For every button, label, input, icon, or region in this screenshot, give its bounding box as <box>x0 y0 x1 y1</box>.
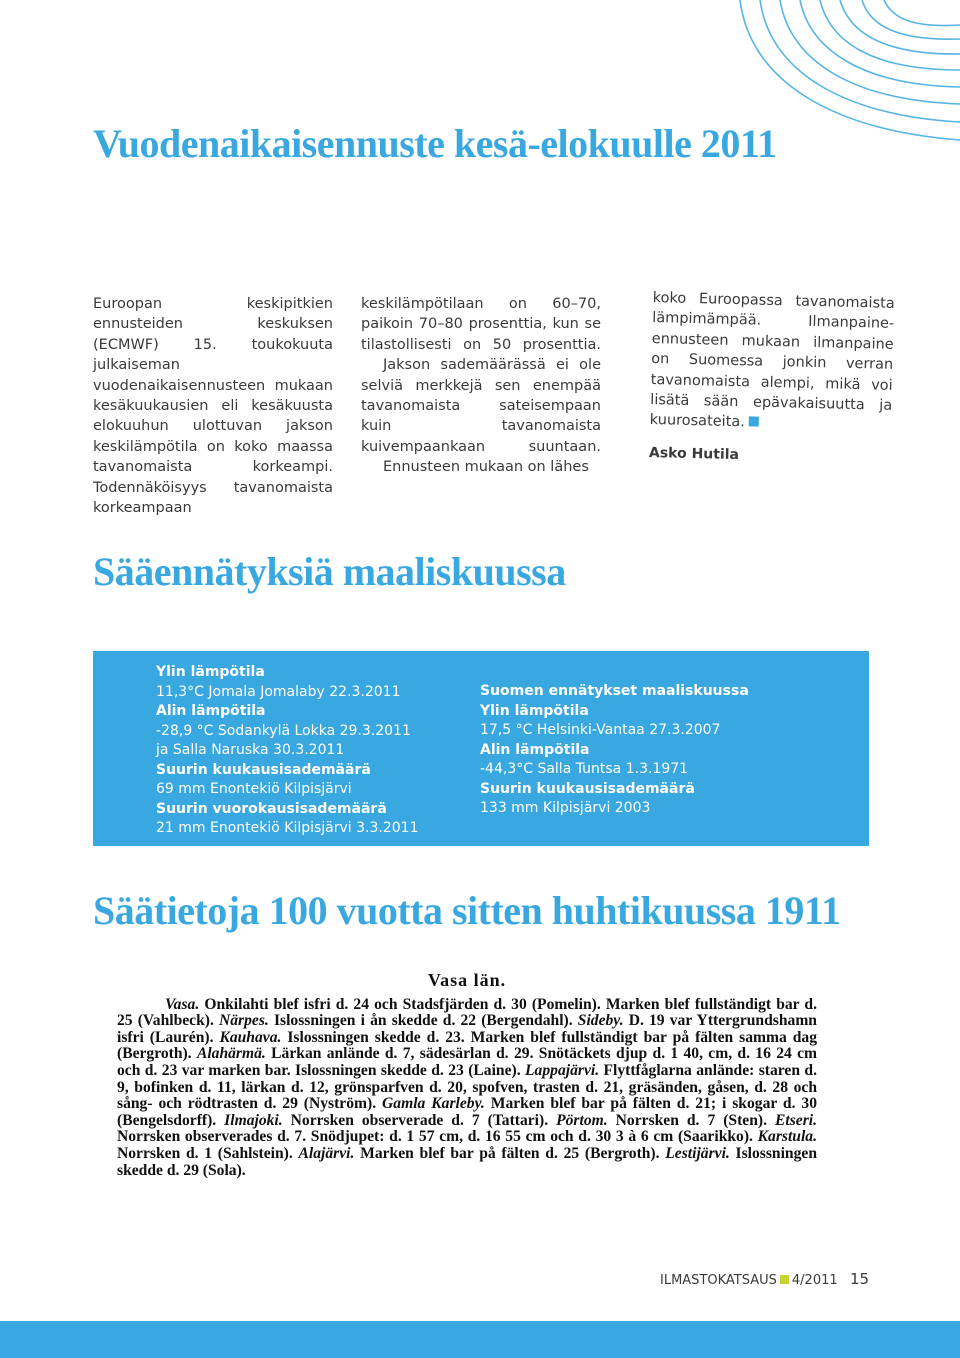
place-name: Lappajärvi. <box>525 1061 600 1079</box>
article-column-1 <box>93 294 333 518</box>
heading-seasonal-forecast: Vuodenaikaisennuste kesä-elokuulle 2011 <box>93 121 777 166</box>
records-box <box>93 651 869 846</box>
place-name: Ilmajoki. <box>224 1111 283 1129</box>
report-text: Norrsken d. 1 (Sahlstein). <box>117 1144 299 1162</box>
record-value: 133 mm Kilpisjärvi 2003 <box>480 800 651 816</box>
historical-report-scan <box>117 972 817 1179</box>
report-text: D. 19 var Yttergrundshamn isfri (Laurén). <box>117 1012 817 1046</box>
place-name: Lestijärvi. <box>665 1144 730 1162</box>
record-label: Alin lämpötila <box>156 703 266 719</box>
record-label: Suurin vuorokausisademäärä <box>156 800 387 817</box>
heading-history-1911: Säätietoja 100 vuotta sitten huhtikuussa 1911 <box>93 888 841 933</box>
record-value: -28,9 °C Sodankylä Lokka 29.3.2011 <box>156 722 411 739</box>
record-value: -44,3°C Salla Tuntsa 1.3.1971 <box>480 761 689 777</box>
record-value: 11,3°C Jomala Jomalaby 22.3.2011 <box>156 683 401 700</box>
record-label: Ylin lämpötila <box>480 702 589 719</box>
place-name: Vasa. <box>165 995 200 1013</box>
records-right-title: Suomen ennätykset maaliskuussa <box>480 683 749 699</box>
report-text: Norrsken observerades d. 7. Snödjupet: d. 1 57 cm, d. 16 55 cm och d. 30 3 à 6 cm (Saarikko). <box>117 1128 758 1146</box>
records-finland-march <box>480 682 749 819</box>
report-text: Marken blef bar på fälten d. 21; i skogar d. 30 (Bengelsdorff). <box>117 1095 817 1129</box>
scan-paragraph <box>117 997 817 1180</box>
record-label: Ylin lämpötila <box>156 664 265 680</box>
record-value: 17,5 °C Helsinki-Vantaa 27.3.2007 <box>480 722 721 738</box>
place-name: Alajärvi. <box>298 1144 355 1162</box>
record-label: Suurin kuukausisademäärä <box>480 780 695 797</box>
report-text: Lärkan anlände d. 7, sädesärlan d. 29. Snötäckets djup d. 1 40, cm, d. 16 24 cm och d. 23 var marken bar. Islossningen skedde d. 23 (Laine). <box>117 1045 817 1079</box>
record-value: ja Salla Naruska 30.3.2011 <box>156 742 345 758</box>
bottom-color-bar <box>0 1321 960 1358</box>
article-author: Asko Hutila <box>648 444 740 463</box>
record-label: Suurin kuukausisademäärä <box>156 761 371 778</box>
report-text: Onkilahti blef isfri d. 24 och Stadsfjärden d. 30 (Pomelin). Marken blef fullständigt bar d. 25 (Vahlbeck). <box>117 995 817 1030</box>
report-text: Norrsken observerade d. 7 (Tattari). <box>282 1111 557 1129</box>
place-name: Sideby. <box>577 1012 624 1030</box>
page-number: 15 <box>850 1270 870 1288</box>
records-march-2011 <box>156 663 419 839</box>
place-name: Pörtom. <box>556 1111 608 1129</box>
footer-square-icon <box>780 1275 789 1284</box>
article-column-2 <box>361 294 601 478</box>
report-text: Marken blef bar på fälten d. 25 (Bergroth). <box>354 1144 666 1162</box>
place-name: Närpes. <box>219 1012 269 1030</box>
place-name: Etseri. <box>774 1111 818 1129</box>
record-value: 69 mm Enontekiö Kilpisjärvi <box>156 781 352 797</box>
report-text: Islossningen i ån skedde d. 22 (Bergendahl). <box>268 1012 578 1030</box>
place-name: Kauhava. <box>219 1028 282 1046</box>
article-paragraph: keskilämpötilaan on 60–70, paikoin 70–80 prosenttia, kun se tilastollisesti on 50 prosenttia. <box>361 296 601 353</box>
heading-records: Sääennätyksiä maaliskuussa <box>93 549 566 594</box>
report-text: Flyttfåglarna anlände: staren d. 9, bofinken d. 11, lärkan d. 12, grönsparfven d. 20, spofven, trasten d. 21, gräsänden, gåsen, d. 28 och sång- och rödtrasten d. 29 (Nyström). <box>117 1061 817 1113</box>
article-paragraph <box>650 288 895 437</box>
article-paragraph: Jakson sademäärässä ei ole selviä merkkejä sen enempää tavanomaista sateisempaan kuin tavanomaista kuivempaankaan suuntaan. <box>361 357 601 455</box>
publication-name: ILMASTOKATSAUS <box>660 1273 777 1288</box>
article-paragraph: Ennusteen mukaan on lähes <box>383 459 589 476</box>
end-square-icon <box>749 417 759 427</box>
footer-publication <box>660 1273 838 1288</box>
report-text: Islossningen skedde d. 23. Marken blef fullständigt bar på fälten samma dag (Bergroth). <box>117 1028 817 1063</box>
place-name: Karstula. <box>757 1128 817 1146</box>
report-text: Islossningen skedde d. 29 (Sola). <box>117 1144 817 1179</box>
report-text: Norrsken d. 7 (Sten). <box>607 1111 775 1129</box>
article-text: koko Euroopassa tavanomaista lämpimämpää. Ilmanpaine-ennusteen mukaan ilmanpaine on Suomessa jonkin verran tavanomaista alempi, mikä voi lisätä sään epävakaisuutta ja kuurosateita. <box>649 289 895 431</box>
issue-number: 4/2011 <box>791 1273 838 1288</box>
record-label: Alin lämpötila <box>480 741 590 758</box>
article-column-3 <box>649 288 895 469</box>
place-name: Alahärmä. <box>196 1045 266 1063</box>
record-value: 21 mm Enontekiö Kilpisjärvi 3.3.2011 <box>156 820 419 836</box>
article-paragraph: Euroopan keskipitkien ennusteiden keskuksen (ECMWF) 15. toukokuuta julkaiseman vuodenaikaisennusteen mukaan kesäkuukausien eli kesäkuusta elokuuhun ulottuvan jakson keskilämpötila on koko maassa tavanomaista korkeampi. Todennäköisyys tavanomaista korkeampaan <box>93 296 333 517</box>
place-name: Gamla Karleby. <box>382 1095 485 1113</box>
scan-title: Vasa län. <box>427 970 507 990</box>
